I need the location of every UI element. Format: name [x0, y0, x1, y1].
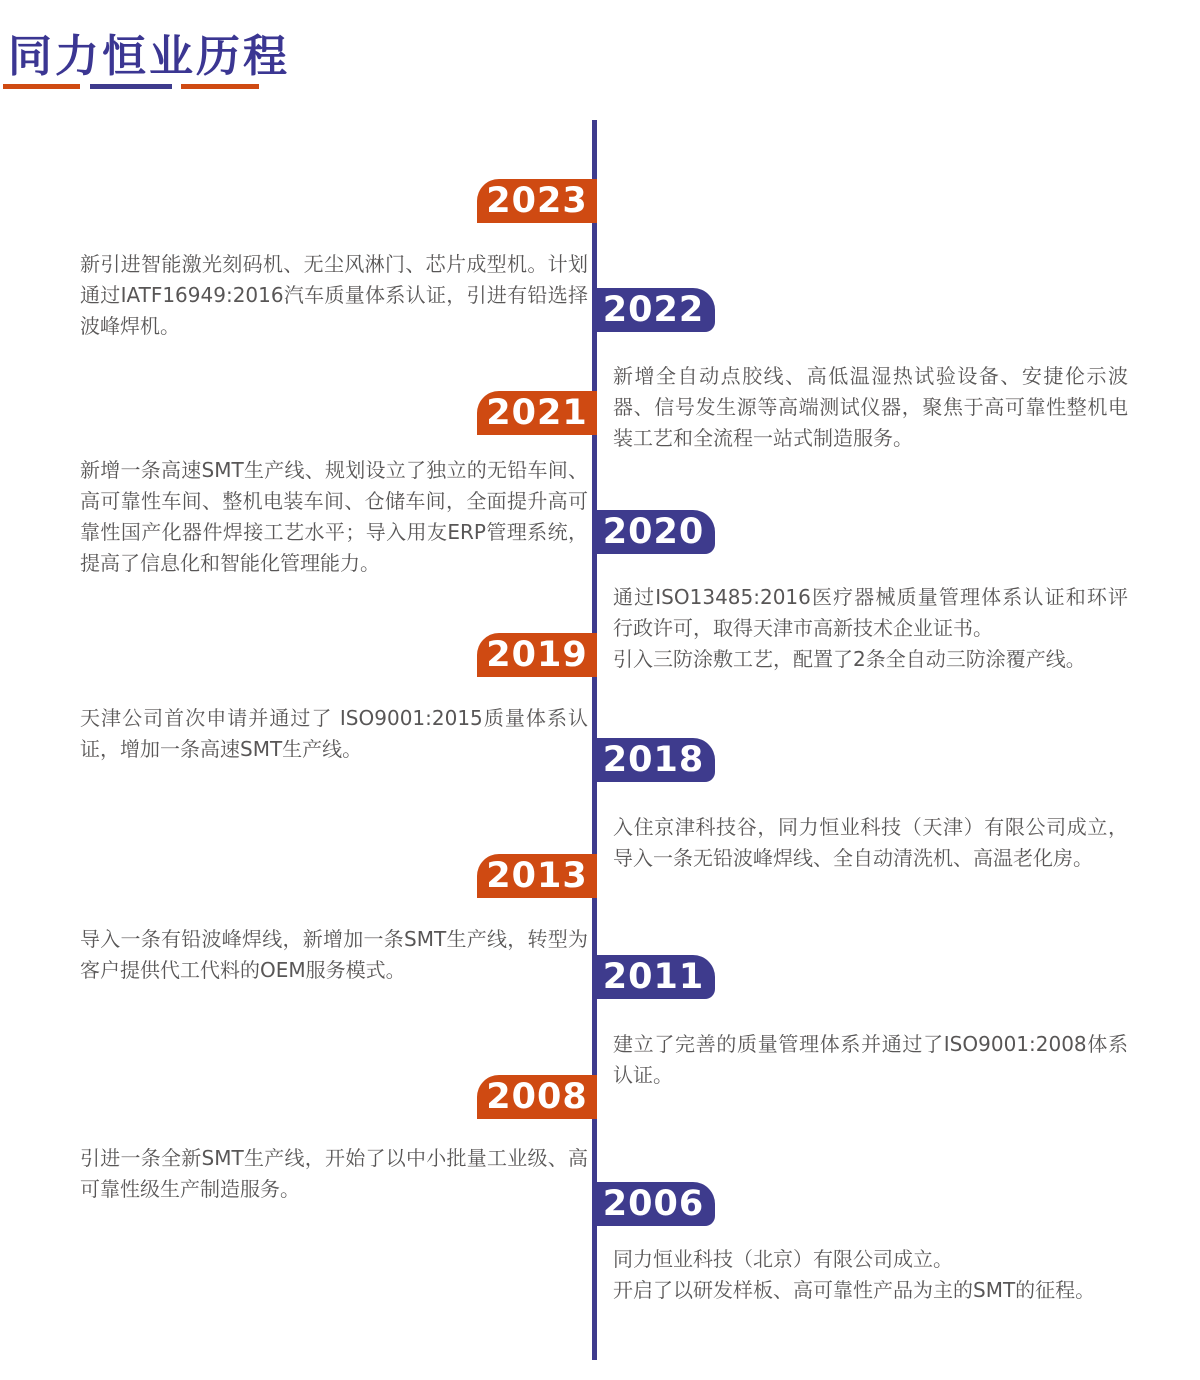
title-underline-orange-left [3, 84, 80, 89]
milestone-text-2013 [80, 924, 588, 986]
milestone-paragraph: 导入一条有铅波峰焊线，新增加一条SMT生产线，转型为客户提供代工代料的OEM服务模式。 [80, 927, 588, 982]
milestone-text-2018 [613, 812, 1128, 874]
title-underline-purple-middle [90, 84, 172, 89]
milestone-text-2008 [80, 1143, 588, 1205]
milestone-paragraph: 通过ISO13485:2016医疗器械质量管理体系认证和环评行政许可，取得天津市高新技术企业证书。 [613, 585, 1128, 640]
title-underline-orange-right [181, 84, 259, 89]
milestone-paragraph: 新增一条高速SMT生产线、规划设立了独立的无铅车间、高可靠性车间、整机电装车间、仓储车间，全面提升高可靠性国产化器件焊接工艺水平；导入用友ERP管理系统，提高了信息化和智能化管理能力。 [80, 458, 588, 575]
year-badge-2022: 2022 [592, 288, 715, 332]
year-badge-2019: 2019 [477, 633, 597, 677]
year-badge-2021: 2021 [477, 391, 597, 435]
year-badge-2018: 2018 [592, 738, 715, 782]
milestone-paragraph: 新引进智能激光刻码机、无尘风淋门、芯片成型机。计划通过IATF16949:2016汽车质量体系认证，引进有铅选择波峰焊机。 [80, 252, 588, 338]
year-badge-2013: 2013 [477, 854, 597, 898]
milestone-text-2021 [80, 455, 588, 579]
page-title: 同力恒业历程 [8, 31, 290, 82]
milestone-paragraph: 新增全自动点胶线、高低温湿热试验设备、安捷伦示波器、信号发生源等高端测试仪器，聚焦于高可靠性整机电装工艺和全流程一站式制造服务。 [613, 364, 1128, 450]
milestone-paragraph: 建立了完善的质量管理体系并通过了ISO9001:2008体系认证。 [613, 1032, 1128, 1087]
milestone-text-2011 [613, 1029, 1128, 1091]
milestone-paragraph: 天津公司首次申请并通过了 ISO9001:2015质量体系认证，增加一条高速SMT生产线。 [80, 706, 588, 761]
milestone-paragraph: 同力恒业科技（北京）有限公司成立。 [613, 1247, 953, 1271]
milestone-paragraph: 引入三防涂敷工艺，配置了2条全自动三防涂覆产线。 [613, 647, 1086, 671]
milestone-text-2019 [80, 703, 588, 765]
year-badge-2006: 2006 [592, 1182, 715, 1226]
year-badge-2023: 2023 [477, 179, 597, 223]
year-badge-2008: 2008 [477, 1075, 597, 1119]
milestone-text-2006 [613, 1244, 1128, 1306]
milestone-text-2023 [80, 249, 588, 342]
milestone-text-2020 [613, 582, 1128, 675]
year-badge-2020: 2020 [592, 510, 715, 554]
milestone-paragraph: 引进一条全新SMT生产线，开始了以中小批量工业级、高可靠性级生产制造服务。 [80, 1146, 588, 1201]
milestone-text-2022 [613, 361, 1128, 454]
milestone-paragraph: 开启了以研发样板、高可靠性产品为主的SMT的征程。 [613, 1278, 1096, 1302]
milestone-paragraph: 入住京津科技谷，同力恒业科技（天津）有限公司成立，导入一条无铅波峰焊线、全自动清洗机、高温老化房。 [613, 815, 1128, 870]
year-badge-2011: 2011 [592, 955, 715, 999]
